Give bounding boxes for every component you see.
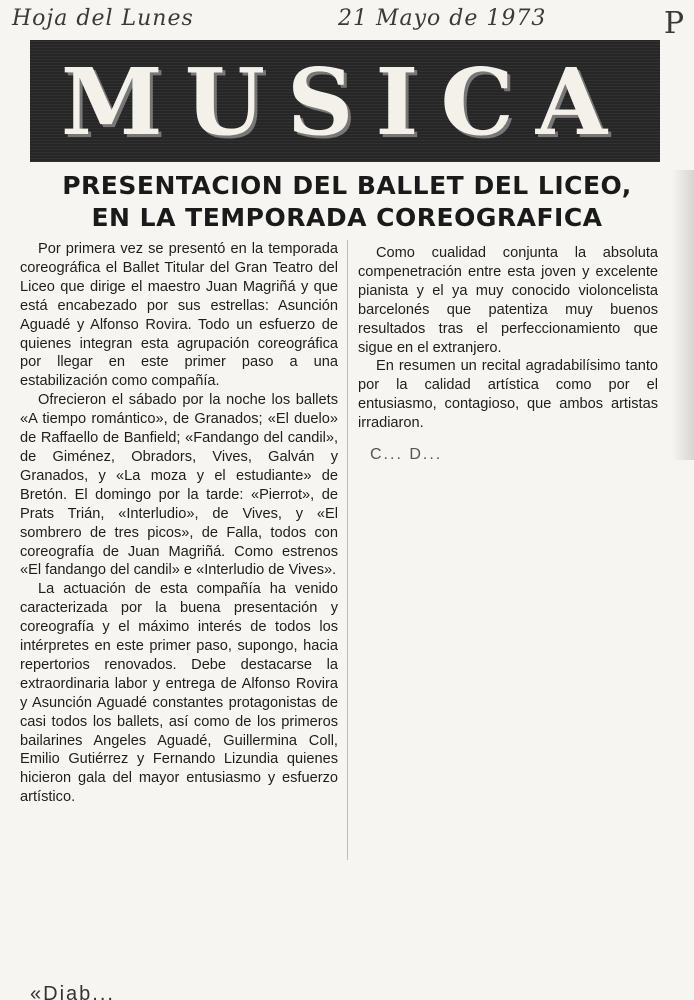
- left-paragraph-3: La actuación de esta compañía ha venido caracterizada por la buena presentación y coreografía y el máximo interés de todos los intérpretes en este primer paso, supongo, hacia repertorios renovados. Debe destacarse la extraordinaria labor y entrega de Alfonso Rovira y Asunción Aguadé constantes protagonistas de casi todos los ballets, así como de los primeros bailarines Angeles Aguadé, Guillermina Coll, Emilio Gutiérrez y Fernando Lizundia quienes hicieron gala del mayor entusiasmo y esfuerzo artístico.: [20, 581, 338, 806]
- corner-mark: P: [663, 6, 684, 41]
- headline-line-2: EN LA TEMPORADA COREOGRAFICA: [91, 203, 603, 232]
- right-paragraph-2: En resumen un recital agradabilísimo tanto por la calidad artística como por el entusiasmo, contagioso, que ambos artistas irradiaron.: [358, 358, 658, 432]
- left-paragraph-1: Por primera vez se presentó en la temporada coreográfica el Ballet Titular del Gran Teatro del Liceo que dirige el maestro Juan Magriñá y que está encabezado por sus estrellas: Asunción Aguadé y Alfonso Rovira. Todo un esfuerzo de quienes integran esta agrupación coreográfica por llegar en este primer paso a una estabilización como compañía.: [20, 241, 338, 390]
- page-edge-shadow: [672, 170, 694, 460]
- left-cut-text: «Diab...: [30, 983, 115, 1000]
- section-banner: [30, 40, 660, 162]
- handwritten-paper-name: Hoja del Lunes: [12, 6, 194, 31]
- right-column: [358, 244, 658, 433]
- left-paragraph-2: Ofrecieron el sábado por la noche los ballets «A tiempo romántico», de Granados; «El duelo» de Raffaello de Banfield; «Fandango del candil», de Giménez, Obradors, Vives, Galván y Granados, y «La moza y el estudiante» de Bretón. El domingo por la tarde: «Pierrot», de Prats Trián, «Interludio», de Vives, y «El sombrero de tres picos», de Falla, todos con coreografía de Juan Magriñá. Como estrenos «El fandango del candil» e «Interludio de Vives».: [20, 392, 338, 579]
- section-title: MUSICA: [60, 48, 630, 156]
- handwritten-annotation: [12, 6, 612, 31]
- right-cut-text: C... D...: [370, 446, 443, 463]
- left-column: [20, 240, 338, 807]
- article-headline: [20, 170, 674, 234]
- headline-line-1: PRESENTACION DEL BALLET DEL LICEO,: [62, 171, 632, 200]
- handwritten-date: 21 Mayo de 1973: [338, 6, 547, 31]
- right-paragraph-1: Como cualidad conjunta la absoluta compenetración entre esta joven y excelente pianista y el ya muy conocido violoncelista barcelonés que patentiza muy buenos resultados tras el perfeccionamiento que sigue en el extranjero.: [358, 245, 658, 356]
- column-divider: [347, 240, 348, 860]
